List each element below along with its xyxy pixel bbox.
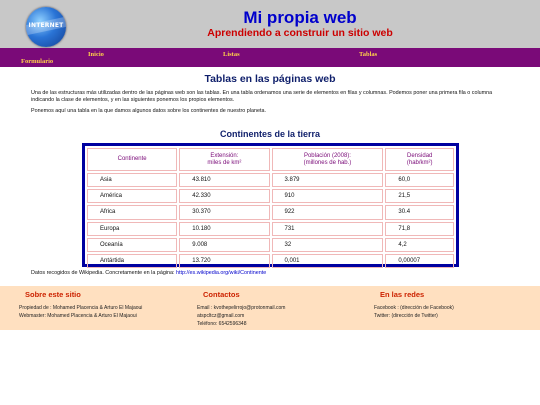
table-cell: 13.720 bbox=[179, 254, 269, 268]
page-title: Tablas en las páginas web bbox=[204, 73, 336, 85]
table-cell: 71,8 bbox=[385, 222, 454, 236]
nav-link-listas[interactable]: Listas bbox=[223, 51, 240, 58]
site-header bbox=[0, 0, 540, 48]
table-cell: 910 bbox=[272, 189, 384, 203]
table-row bbox=[87, 189, 454, 203]
footer-line: Teléfono: 6542596348 bbox=[197, 321, 247, 327]
table-cell: 3.879 bbox=[272, 173, 384, 187]
table-cell: Oceanía bbox=[87, 238, 177, 252]
site-footer bbox=[0, 286, 540, 330]
table-cell: 922 bbox=[272, 205, 384, 219]
source-link[interactable]: http://es.wikipedia.org/wiki/Continente bbox=[176, 270, 267, 276]
nav-link-tablas[interactable]: Tablas bbox=[359, 51, 378, 58]
header-poblacion bbox=[272, 148, 384, 171]
main-nav bbox=[0, 48, 540, 67]
table-cell: Europa bbox=[87, 222, 177, 236]
header-line: (millones de hab.) bbox=[303, 159, 352, 166]
table-row bbox=[87, 254, 454, 268]
table-cell: 21,5 bbox=[385, 189, 454, 203]
intro-paragraph-2: Ponemos aquí una tabla en la que damos algunos datos sobre los continentes de nuestro planeta. bbox=[31, 108, 266, 114]
table-cell: Antártida bbox=[87, 254, 177, 268]
header-densidad bbox=[385, 148, 454, 171]
footer-about bbox=[19, 290, 184, 320]
table-cell: 731 bbox=[272, 222, 384, 236]
table-cell: 60,0 bbox=[385, 173, 454, 187]
header-line: Extensión: bbox=[210, 152, 239, 159]
footer-contact-title: Contactos bbox=[203, 290, 240, 299]
footer-line[interactable]: Facebook : (dirección de Facebook) bbox=[374, 305, 454, 311]
footer-contact bbox=[197, 290, 337, 328]
table-row bbox=[87, 205, 454, 219]
header-line: Densidad bbox=[407, 152, 433, 159]
source-note bbox=[31, 270, 266, 276]
header-line: Continente bbox=[117, 156, 147, 162]
footer-social bbox=[374, 290, 534, 320]
table-cell: 10.180 bbox=[179, 222, 269, 236]
internet-globe-logo[interactable] bbox=[26, 7, 66, 47]
footer-line: Webmaster: Mohamed Placencia & Arturo El Majaoui bbox=[19, 313, 137, 319]
footer-line: Propiedad de : Mohamed Placencia & Arturo El Majaoui bbox=[19, 305, 143, 311]
table-row bbox=[87, 222, 454, 236]
source-prefix: Datos recogidos de Wikipedia. Concretamente en la página: bbox=[31, 270, 175, 276]
nav-link-inicio[interactable]: Inicio bbox=[88, 51, 104, 58]
table-cell: Asia bbox=[87, 173, 177, 187]
site-title: Mi propia web bbox=[243, 8, 357, 27]
footer-social-title: En las redes bbox=[380, 290, 425, 299]
table-cell: América bbox=[87, 189, 177, 203]
table-cell: 0,00007 bbox=[385, 254, 454, 268]
nav-link-formulario[interactable]: Formulario bbox=[21, 58, 54, 65]
table-cell: 30.370 bbox=[179, 205, 269, 219]
footer-line[interactable]: Twitter: (dirección de Twitter) bbox=[374, 313, 438, 319]
table-row bbox=[87, 238, 454, 252]
table-cell: 32 bbox=[272, 238, 384, 252]
intro-paragraph: Una de las estructuras más utilizadas dentro de las páginas web son las tablas. En una tabla ordenamos una serie de elementos en filas y columnas. Podemos poner una primera fila o columna indicando la clase de elementos, y en las siguientes ponemos los propios elementos. bbox=[31, 90, 493, 103]
table-title: Continentes de la tierra bbox=[219, 129, 321, 139]
header-line: Población (2008): bbox=[303, 152, 351, 159]
continents-table bbox=[82, 143, 459, 267]
table-header-row bbox=[87, 148, 454, 171]
table-cell: 0,001 bbox=[272, 254, 384, 268]
footer-line[interactable]: atspcltcz@gmail.com bbox=[197, 313, 245, 319]
table-cell: Africa bbox=[87, 205, 177, 219]
table-row bbox=[87, 173, 454, 187]
header-continente bbox=[87, 148, 177, 171]
header-extension bbox=[179, 148, 269, 171]
table-cell: 4,2 bbox=[385, 238, 454, 252]
footer-line[interactable]: Email : kvothepelirrojo@protonmail.com bbox=[197, 305, 286, 311]
footer-about-title: Sobre este sitio bbox=[25, 290, 81, 299]
table-cell: 43.810 bbox=[179, 173, 269, 187]
table-cell: 42.330 bbox=[179, 189, 269, 203]
header-line: (hab/km²) bbox=[406, 159, 433, 166]
logo-text: INTERNET bbox=[28, 22, 64, 29]
site-subtitle: Aprendiendo a construir un sitio web bbox=[207, 27, 393, 39]
table-cell: 9.008 bbox=[179, 238, 269, 252]
table-cell: 30.4 bbox=[385, 205, 454, 219]
header-line: miles de km² bbox=[207, 159, 242, 166]
